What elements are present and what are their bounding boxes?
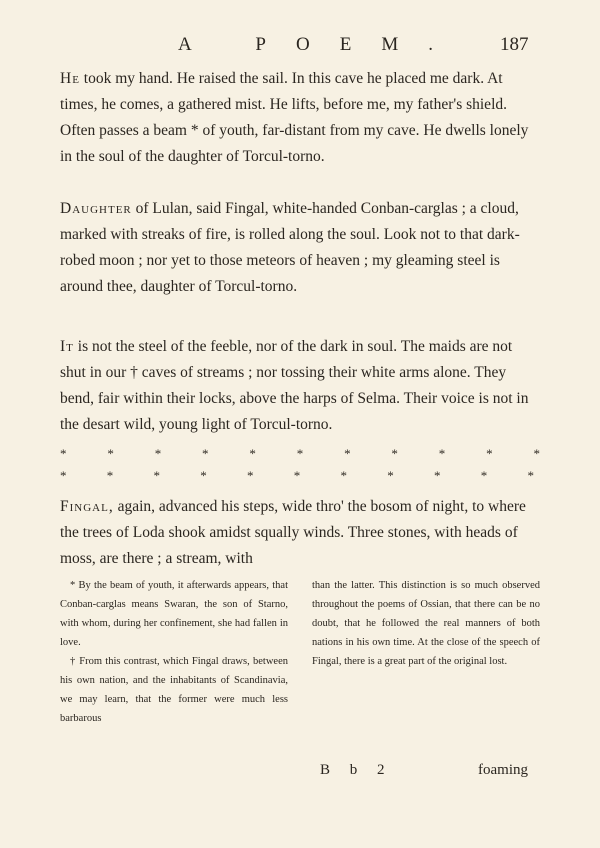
asterisk-glyph: * <box>154 446 162 461</box>
asterism-row-2 <box>60 468 540 490</box>
paragraph-text: again, advanced his steps, wide thro' the bosom of night, to where the trees of Loda shook amidst squally winds. Three stones, with heads of moss, are there ; a stream, with <box>60 498 526 567</box>
asterisk-glyph: * <box>296 446 304 461</box>
asterisk-glyph: * <box>340 468 347 483</box>
asterism <box>60 446 540 490</box>
asterisk-glyph: * <box>387 468 394 483</box>
asterisk-glyph: * <box>293 468 301 483</box>
asterism-row-1 <box>60 446 540 468</box>
paragraph-3 <box>60 334 540 438</box>
page-number: 187 <box>500 34 529 55</box>
asterisk-glyph: * <box>486 446 493 461</box>
asterisk-glyph: * <box>153 468 160 483</box>
footnote-continuation: than the latter. This distinction is so much observed throughout the poems of Ossian, that there can be no doubt, that he followed the real manners of both nations in his own time. At the close of the speech of Fingal, there is a great part of the original lost. <box>312 580 540 667</box>
paragraph-text: is not the steel of the feeble, nor of the dark in soul. The maids are not shut in our † caves of streams ; nor tossing their white arms alone. They bend, fair within their locks, above the harps of Selma. Their voice is not in the desart wild, young light of Torcul-torno. <box>60 338 529 433</box>
footnotes <box>60 576 540 728</box>
paragraph-lead: Fingal, <box>60 498 114 515</box>
paragraph-text: took my hand. He raised the sail. In this cave he placed me dark. At times, he comes, a gathered mist. He lifts, before me, my father's shield. Often passes a beam * of youth, far-distant from my cave. He dwells lonely in the soul of the daughter of Torcul-torno. <box>60 70 529 165</box>
running-head <box>0 34 600 64</box>
asterisk-glyph: * <box>107 446 114 461</box>
paragraph-lead: It <box>60 338 74 355</box>
paragraph-1 <box>60 66 540 170</box>
asterisk-glyph: * <box>480 468 488 483</box>
paragraph-2 <box>60 196 540 300</box>
signature-mark: B b 2 <box>320 762 393 778</box>
paragraph-4 <box>60 494 540 572</box>
asterisk-glyph: * <box>434 468 441 483</box>
asterisk-glyph: * <box>60 446 67 461</box>
catchword: foaming <box>478 762 528 778</box>
footnote-column-right <box>312 576 540 728</box>
asterisk-glyph: * <box>60 468 67 483</box>
asterisk-glyph: * <box>533 446 540 461</box>
asterisk-glyph: * <box>202 446 209 461</box>
running-title: A POEM. <box>178 34 463 55</box>
footnote-column-left <box>60 576 288 728</box>
asterisk-glyph: * <box>438 446 446 461</box>
footnote-star: * By the beam of youth, it afterwards appears, that Conban-carglas means Swaran, the son of Starno, with whom, during her confinement, she had fallen in love. <box>60 580 288 648</box>
asterisk-glyph: * <box>200 468 207 483</box>
asterisk-glyph: * <box>391 446 398 461</box>
footnote-dagger: † From this contrast, which Fingal draws, between his own nation, and the inhabitants of Scandinavia, we may learn, that the former were much less barbarous <box>60 656 288 724</box>
paragraph-text: of Lulan, said Fingal, white-handed Conban-carglas ; a cloud, marked with streaks of fire, is rolled along the soul. Look not to that dark-robed moon ; nor yet to those meteors of heaven ; my gleaming steel is around thee, daughter of Torcul-torno. <box>60 200 520 295</box>
asterisk-glyph: * <box>247 468 254 483</box>
paragraph-lead: He <box>60 70 80 87</box>
asterisk-glyph: * <box>249 446 256 461</box>
asterisk-glyph: * <box>106 468 114 483</box>
paragraph-lead: Daughter <box>60 200 132 217</box>
asterisk-glyph: * <box>344 446 351 461</box>
asterisk-glyph: * <box>527 468 534 483</box>
